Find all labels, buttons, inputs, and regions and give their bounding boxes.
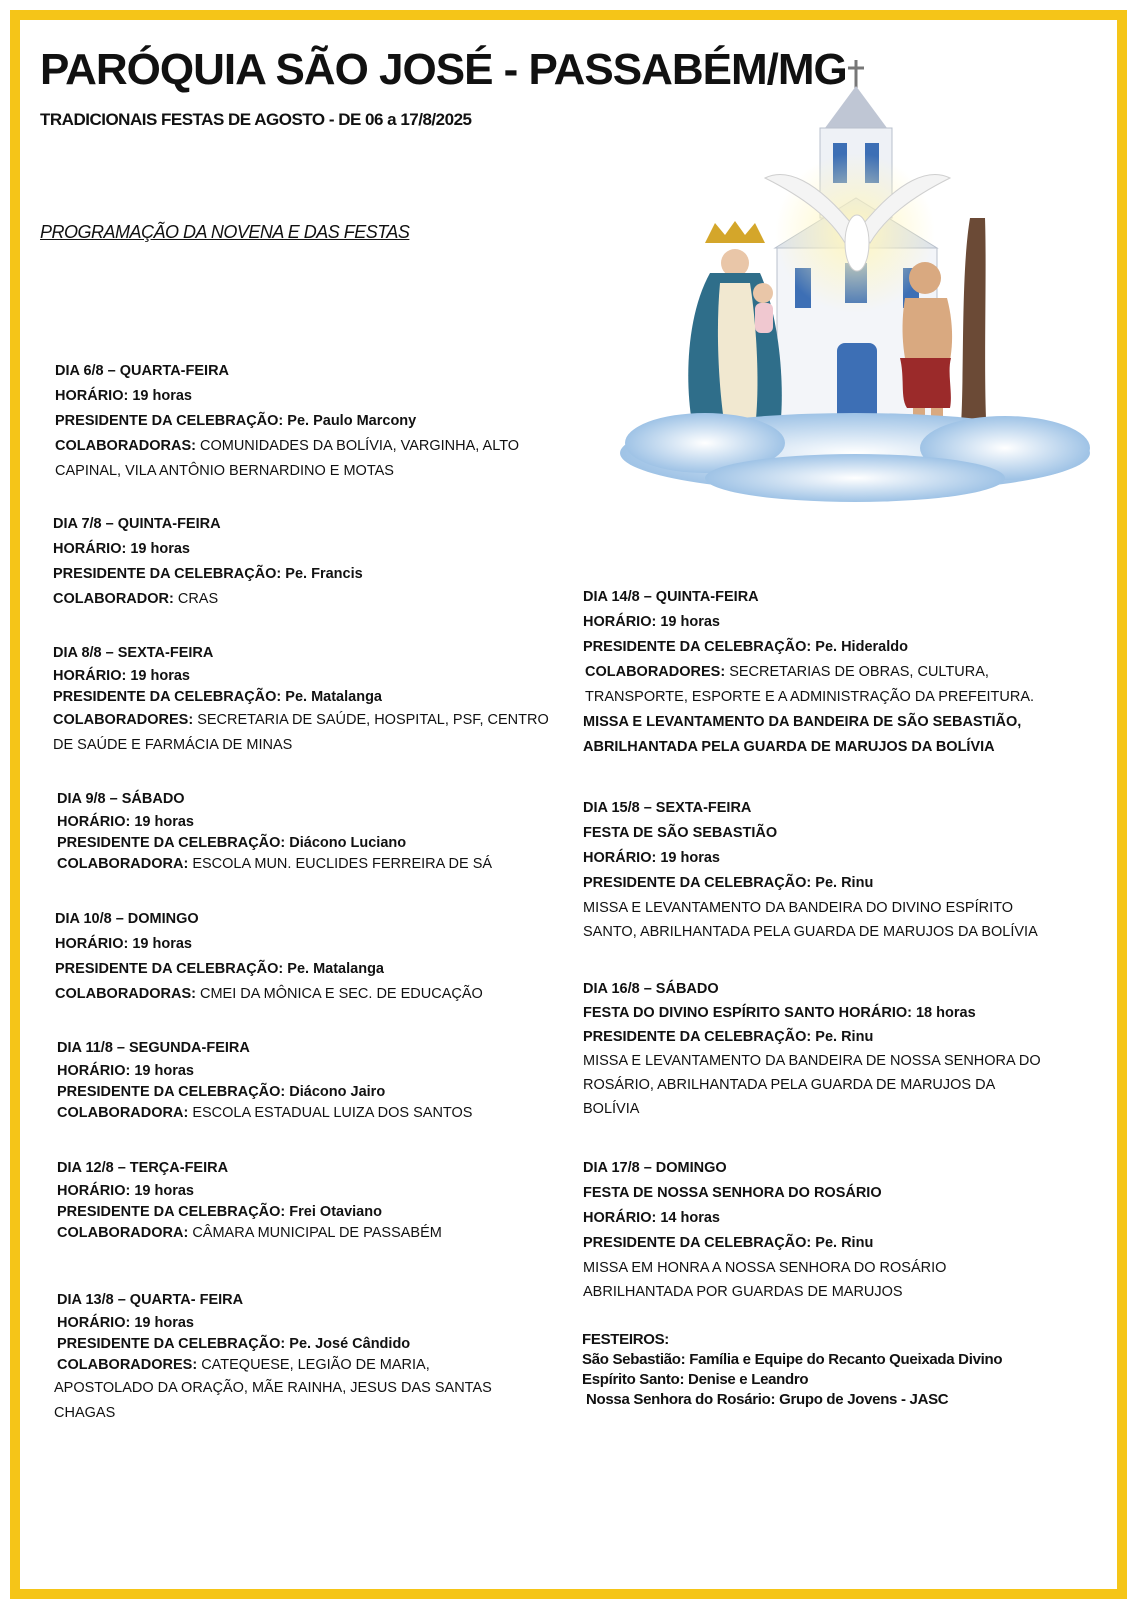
feast-name: FESTA DE SÃO SEBASTIÃO (583, 825, 778, 841)
schedule-day-7 (53, 512, 363, 612)
event-note-cont: BOLÍVIA (583, 1101, 640, 1117)
event-note-cont: ABRILHANTADA PELA GUARDA DE MARUJOS DA BOLÍVIA (583, 739, 995, 755)
day-heading: DIA 14/8 – QUINTA-FEIRA (583, 589, 759, 605)
time-value: 19 horas (130, 668, 190, 684)
president-value: Pe. Francis (285, 566, 363, 582)
president-value: Pe. Matalanga (285, 689, 382, 705)
collab-value: ESCOLA ESTADUAL LUIZA DOS SANTOS (192, 1105, 473, 1121)
collab-label: COLABORADORA: (57, 1225, 189, 1241)
president-value: Pe. Paulo Marcony (287, 413, 417, 429)
president-label: PRESIDENTE DA CELEBRAÇÃO: (583, 639, 812, 655)
page-subtitle: TRADICIONAIS FESTAS DE AGOSTO - DE 06 a 17/8/2025 (40, 110, 472, 129)
day-heading: DIA 8/8 – SEXTA-FEIRA (53, 645, 214, 661)
president-value: Pe. Hideraldo (815, 639, 908, 655)
president-value: Diácono Luciano (289, 835, 407, 851)
collab-value-cont: CHAGAS (54, 1405, 116, 1421)
collab-value-cont: APOSTOLADO DA ORAÇÃO, MÃE RAINHA, JESUS DAS SANTAS (54, 1380, 492, 1396)
event-note: MISSA EM HONRA A NOSSA SENHORA DO ROSÁRIO (583, 1260, 947, 1276)
schedule-day-9 (57, 787, 492, 875)
day-heading: DIA 13/8 – QUARTA- FEIRA (57, 1292, 244, 1308)
time-label: HORÁRIO: (583, 850, 657, 866)
day-heading: DIA 10/8 – DOMINGO (55, 911, 199, 927)
collab-value: SECRETARIAS DE OBRAS, CULTURA, (729, 664, 989, 680)
schedule-day-14 (583, 585, 1034, 760)
president-value: Pe. Matalanga (287, 961, 384, 977)
president-value: Pe. José Cândido (289, 1336, 411, 1352)
collab-value-cont: TRANSPORTE, ESPORTE E A ADMINISTRAÇÃO DA PREFEITURA. (585, 689, 1035, 705)
schedule-day-11 (57, 1036, 472, 1124)
day-heading: DIA 7/8 – QUINTA-FEIRA (53, 516, 221, 532)
festeiros (582, 1330, 1002, 1410)
schedule-day-6 (55, 359, 519, 484)
schedule-day-8 (53, 641, 549, 758)
time-label: HORÁRIO: (53, 541, 127, 557)
president-label: PRESIDENTE DA CELEBRAÇÃO: (55, 961, 284, 977)
day-heading: DIA 9/8 – SÁBADO (57, 791, 185, 807)
time-label: HORÁRIO: (57, 1183, 131, 1199)
time-value: 19 horas (132, 936, 192, 952)
day-heading: DIA 12/8 – TERÇA-FEIRA (57, 1160, 229, 1176)
day-heading: DIA 15/8 – SEXTA-FEIRA (583, 800, 752, 816)
collab-label: COLABORADOR: (53, 591, 174, 607)
president-label: PRESIDENTE DA CELEBRAÇÃO: (583, 875, 812, 891)
festeiros-title: FESTEIROS: (582, 1331, 670, 1348)
day-heading: DIA 17/8 – DOMINGO (583, 1160, 727, 1176)
time-label: HORÁRIO: (55, 388, 129, 404)
time-value: 19 horas (134, 1315, 194, 1331)
section-heading: PROGRAMAÇÃO DA NOVENA E DAS FESTAS (40, 222, 410, 242)
schedule-day-12 (57, 1156, 442, 1244)
schedule-day-15 (583, 796, 1038, 944)
president-label: PRESIDENTE DA CELEBRAÇÃO: (57, 1336, 286, 1352)
president-value: Diácono Jairo (289, 1084, 386, 1100)
collab-value: COMUNIDADES DA BOLÍVIA, VARGINHA, ALTO (200, 438, 520, 454)
time-value: 19 horas (134, 1063, 194, 1079)
collab-value: ESCOLA MUN. EUCLIDES FERREIRA DE SÁ (192, 856, 493, 872)
president-label: PRESIDENTE DA CELEBRAÇÃO: (57, 1084, 286, 1100)
collab-label: COLABORADORAS: (55, 986, 196, 1002)
time-label: HORÁRIO: (53, 668, 127, 684)
schedule-day-10 (55, 907, 483, 1007)
president-label: PRESIDENTE DA CELEBRAÇÃO: (53, 566, 282, 582)
time-value: 19 horas (660, 850, 720, 866)
festeiros-line: São Sebastião: Família e Equipe do Recanto Queixada Divino (582, 1351, 1003, 1368)
collab-value: CATEQUESE, LEGIÃO DE MARIA, (201, 1357, 430, 1373)
day-heading: DIA 6/8 – QUARTA-FEIRA (55, 363, 230, 379)
page-title: PARÓQUIA SÃO JOSÉ - PASSABÉM/MG (40, 45, 847, 94)
event-note-cont: ABRILHANTADA POR GUARDAS DE MARUJOS (583, 1284, 903, 1300)
president-value: Pe. Rinu (815, 1235, 874, 1251)
president-value: Pe. Rinu (815, 875, 874, 891)
time-value: 19 horas (132, 388, 192, 404)
president-value: Frei Otaviano (289, 1204, 382, 1220)
collab-value: CÂMARA MUNICIPAL DE PASSABÉM (192, 1225, 442, 1241)
schedule-day-16 (583, 977, 1041, 1121)
collab-label: COLABORADORA: (57, 1105, 189, 1121)
collab-value: CMEI DA MÔNICA E SEC. DE EDUCAÇÃO (200, 986, 483, 1002)
collab-value-cont: DE SAÚDE E FARMÁCIA DE MINAS (53, 737, 293, 753)
schedule-day-17 (583, 1156, 946, 1304)
festeiros-line: Espírito Santo: Denise e Leandro (582, 1371, 809, 1388)
collab-label: COLABORADORES: (57, 1357, 198, 1373)
time-label: HORÁRIO: (55, 936, 129, 952)
collab-label: COLABORADORA: (57, 856, 189, 872)
president-label: PRESIDENTE DA CELEBRAÇÃO: (55, 413, 284, 429)
event-note-cont: SANTO, ABRILHANTADA PELA GUARDA DE MARUJOS DA BOLÍVIA (583, 924, 1038, 940)
religious-illustration (615, 58, 1095, 508)
time-value: 19 horas (134, 814, 194, 830)
collab-label: COLABORADORES: (53, 712, 194, 728)
festeiros-line: Nossa Senhora do Rosário: Grupo de Jovens - JASC (586, 1391, 949, 1408)
time-label: HORÁRIO: (583, 614, 657, 630)
time-label: HORÁRIO: (583, 1210, 657, 1226)
clouds-drawing (620, 413, 1090, 502)
event-note: MISSA E LEVANTAMENTO DA BANDEIRA DE NOSSA SENHORA DO (583, 1053, 1041, 1069)
time-label: HORÁRIO: (57, 814, 131, 830)
feast-name: FESTA DO DIVINO ESPÍRITO SANTO HORÁRIO: 18 horas (583, 1005, 976, 1021)
time-value: 19 horas (660, 614, 720, 630)
schedule-day-13 (54, 1288, 492, 1426)
feast-name: FESTA DE NOSSA SENHORA DO ROSÁRIO (583, 1185, 882, 1201)
time-label: HORÁRIO: (57, 1315, 131, 1331)
time-value: 19 horas (130, 541, 190, 557)
event-note: MISSA E LEVANTAMENTO DA BANDEIRA DE SÃO SEBASTIÃO, (583, 714, 1022, 730)
our-lady-figure (688, 221, 782, 428)
president-label: PRESIDENTE DA CELEBRAÇÃO: (583, 1029, 812, 1045)
president-label: PRESIDENTE DA CELEBRAÇÃO: (57, 1204, 286, 1220)
time-value: 19 horas (134, 1183, 194, 1199)
time-label: HORÁRIO: (57, 1063, 131, 1079)
collab-label: COLABORADORES: (585, 664, 726, 680)
day-heading: DIA 16/8 – SÁBADO (583, 981, 719, 997)
collab-value: CRAS (177, 591, 219, 607)
president-label: PRESIDENTE DA CELEBRAÇÃO: (57, 835, 286, 851)
president-label: PRESIDENTE DA CELEBRAÇÃO: (583, 1235, 812, 1251)
collab-label: COLABORADORAS: (55, 438, 196, 454)
event-note-cont: ROSÁRIO, ABRILHANTADA PELA GUARDA DE MARUJOS DA (583, 1077, 996, 1093)
collab-value-cont: CAPINAL, VILA ANTÔNIO BERNARDINO E MOTAS (55, 463, 394, 479)
president-value: Pe. Rinu (815, 1029, 874, 1045)
collab-value: SECRETARIA DE SAÚDE, HOSPITAL, PSF, CENTRO (197, 712, 549, 728)
event-note: MISSA E LEVANTAMENTO DA BANDEIRA DO DIVINO ESPÍRITO (583, 900, 1014, 916)
time-value: 14 horas (660, 1210, 720, 1226)
president-label: PRESIDENTE DA CELEBRAÇÃO: (53, 689, 282, 705)
day-heading: DIA 11/8 – SEGUNDA-FEIRA (57, 1040, 250, 1056)
